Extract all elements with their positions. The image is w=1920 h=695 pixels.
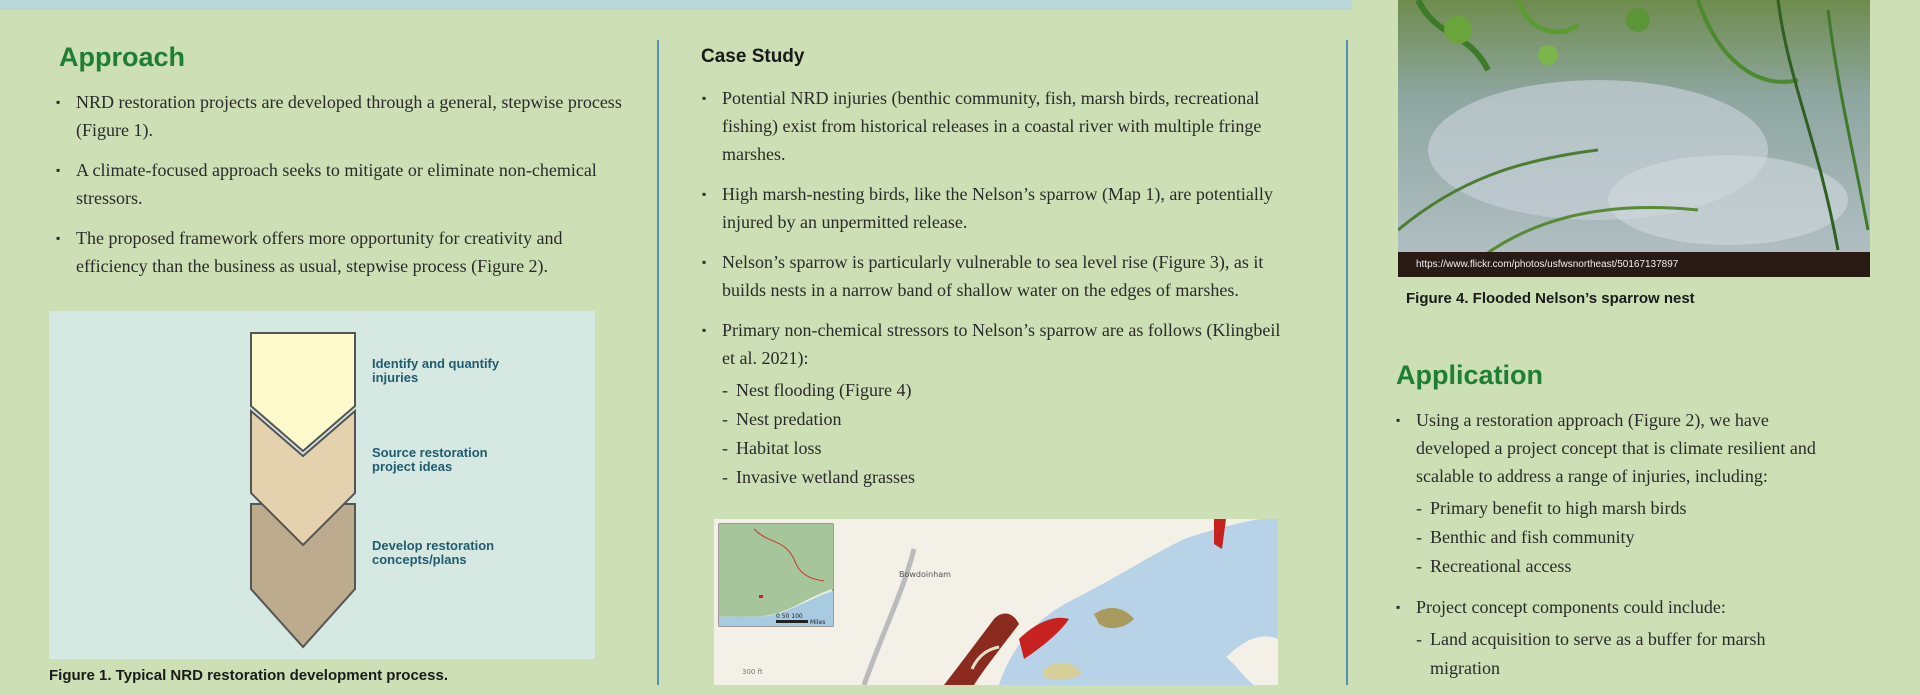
case-study-bullet: ▪ High marsh-nesting birds, like the Nelson’s sparrow (Map 1), are potentially injured by an unpermitted release.: [702, 180, 1282, 236]
application-bullet: [1396, 593, 1836, 683]
map-graphic: [714, 519, 1278, 685]
figure4-caption: Figure 4. Flooded Nelson’s sparrow nest: [1406, 290, 1695, 307]
stressor-list: [722, 376, 1282, 492]
nest-photo-image: [1398, 0, 1870, 277]
case-study-bullet: ▪ Potential NRD injuries (benthic community, fish, marsh birds, recreational fishing) exist from historical releases in a coastal river with multiple fringe marshes.: [702, 84, 1282, 168]
application-heading: Application: [1396, 360, 1543, 390]
step-label-2: Source restoration project ideas: [372, 445, 488, 474]
application-bullet-list: [1396, 406, 1836, 695]
column-divider-right: [1346, 40, 1348, 685]
map-inset: [719, 524, 833, 626]
stressor-item: - Habitat loss: [722, 434, 1282, 463]
figure1-process-diagram: [49, 311, 595, 659]
approach-heading: Approach: [59, 42, 186, 72]
approach-bullet: ▪ NRD restoration projects are developed through a general, stepwise process (Figure 1).: [56, 88, 636, 144]
application-intro: Using a restoration approach (Figure 2), we have developed a project concept that is climate resilient and scalable to address a range of injuries, including:: [1416, 410, 1816, 486]
stressors-intro: Primary non-chemical stressors to Nelson’s sparrow are as follows (Klingbeil et al. 2021):: [722, 320, 1281, 368]
map1-river-marshes: [714, 519, 1278, 685]
figure1-caption: Figure 1. Typical NRD restoration development process.: [49, 667, 448, 684]
top-banner-strip: [0, 0, 1352, 10]
benefit-item: - Recreational access: [1416, 552, 1836, 581]
components-intro: Project concept components could include:: [1416, 597, 1726, 617]
case-study-heading: Case Study: [701, 46, 805, 67]
stressor-item: - Nest flooding (Figure 4): [722, 376, 1282, 405]
step-label-1: Identify and quantify injuries: [372, 356, 500, 385]
approach-bullet-list: [56, 88, 636, 292]
stressor-item: - Nest predation: [722, 405, 1282, 434]
svg-text:Bowdoinham: Bowdoinham: [899, 570, 951, 579]
component-list: [1416, 625, 1836, 683]
figure4-nest-photo: [1398, 0, 1870, 277]
stressor-item: - Invasive wetland grasses: [722, 463, 1282, 492]
svg-text:0 50 100: 0 50 100: [776, 613, 803, 620]
column-divider-left: [657, 40, 659, 685]
case-study-bullet: ▪ Nelson’s sparrow is particularly vulnerable to sea level rise (Figure 3), as it builds nests in a narrow band of shallow water on the edges of marshes.: [702, 248, 1282, 304]
benefit-list: [1416, 494, 1836, 581]
benefit-item: - Primary benefit to high marsh birds: [1416, 494, 1836, 523]
step-label-3: Develop restoration concepts/plans: [372, 538, 495, 567]
case-study-bullet: [702, 316, 1282, 492]
approach-bullet: ▪ The proposed framework offers more opportunity for creativity and efficiency than the business as usual, stepwise process (Figure 2).: [56, 224, 636, 280]
case-study-bullet-list: [702, 84, 1282, 504]
approach-bullet: ▪ A climate-focused approach seeks to mitigate or eliminate non-chemical stressors.: [56, 156, 636, 212]
benefit-item: - Benthic and fish community: [1416, 523, 1836, 552]
photo-credit-bar: https://www.flickr.com/photos/usfwsnortheast/50167137897: [1398, 252, 1870, 277]
svg-text:Miles: Miles: [810, 619, 826, 626]
svg-text:300 ft: 300 ft: [742, 668, 763, 676]
component-item: - Land acquisition to serve as a buffer for marsh migration: [1416, 625, 1836, 683]
application-bullet: [1396, 406, 1836, 581]
